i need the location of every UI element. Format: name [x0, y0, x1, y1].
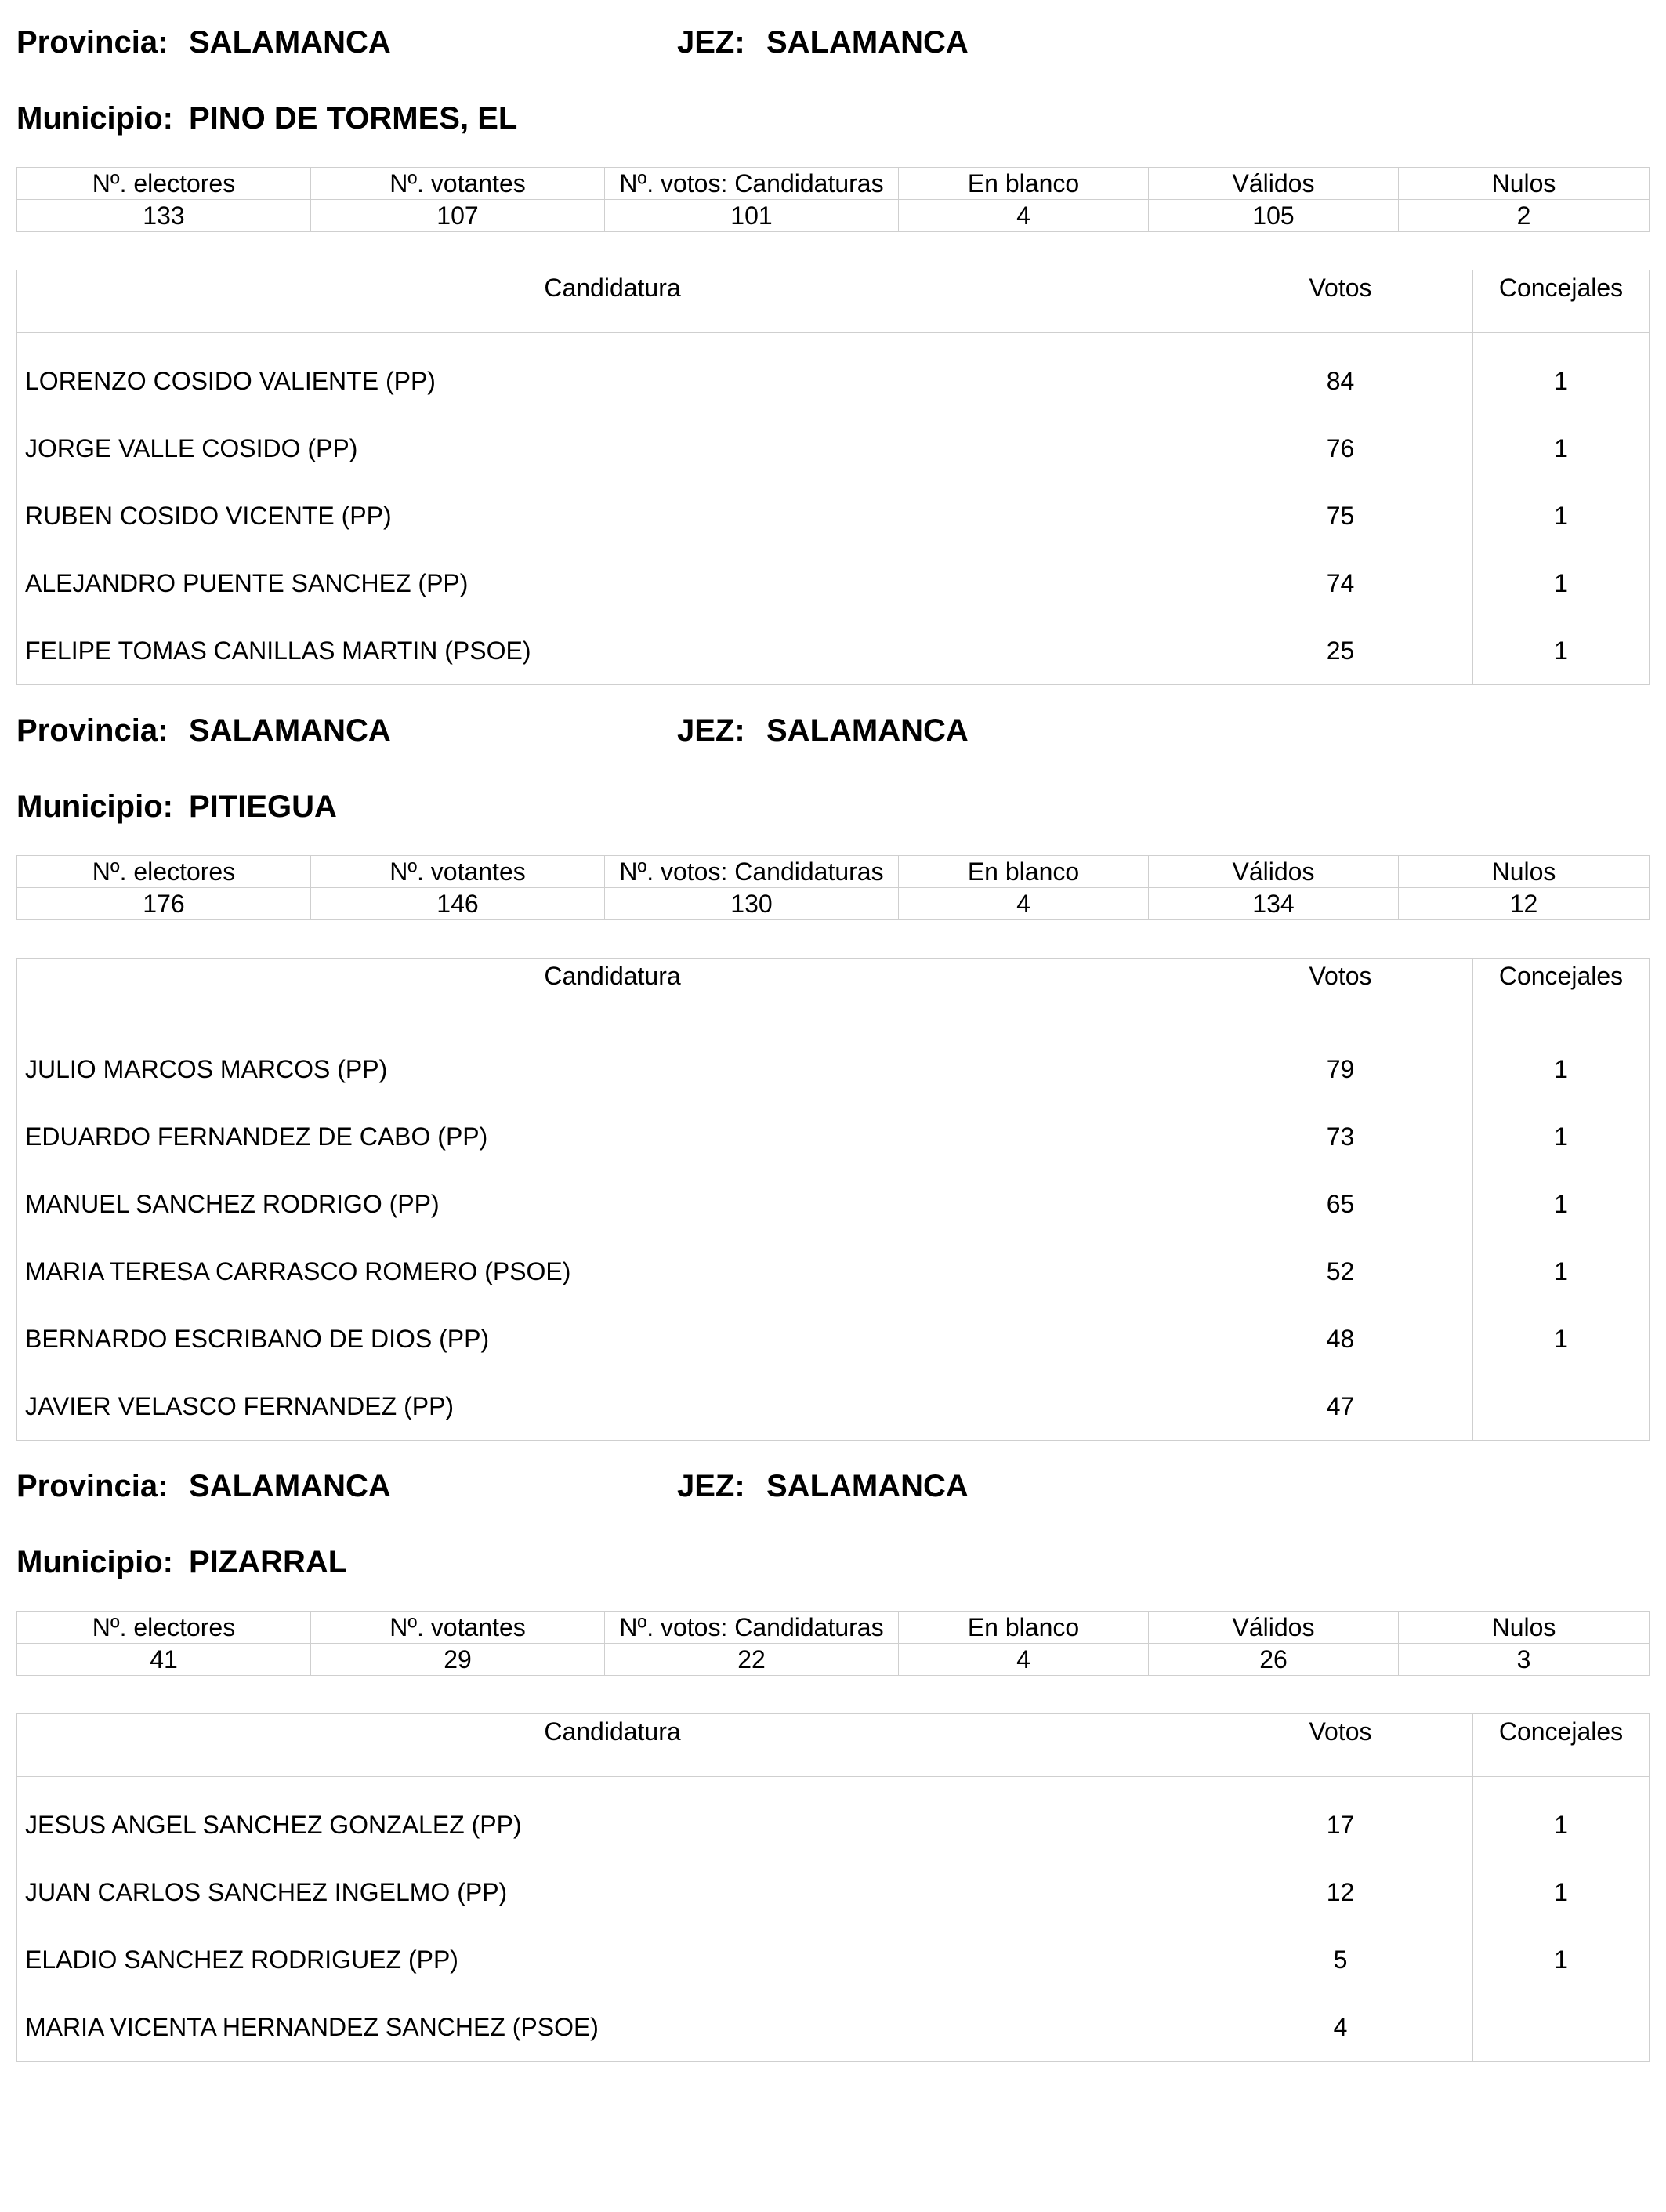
provincia-label: Provincia: [16, 25, 168, 60]
candidate-row [17, 617, 1650, 685]
header-electores: Nº. electores [17, 168, 311, 200]
candidate-concejales: 1 [1473, 549, 1650, 617]
candidate-concejales [1473, 1993, 1650, 2062]
candidate-votes: 75 [1208, 482, 1473, 549]
value-votos-candidaturas: 130 [605, 888, 899, 920]
candidate-row [17, 1993, 1650, 2062]
candidate-name: ELADIO SANCHEZ RODRIGUEZ (PP) [17, 1926, 1208, 1993]
stats-header-row [17, 1612, 1650, 1644]
municipio-label: Municipio: [16, 1545, 173, 1579]
value-en-blanco: 4 [899, 1644, 1149, 1676]
provincia-value: SALAMANCA [189, 1469, 391, 1503]
candidate-name: BERNARDO ESCRIBANO DE DIOS (PP) [17, 1305, 1208, 1373]
value-validos: 105 [1149, 200, 1399, 232]
candidate-row [17, 1170, 1650, 1238]
header-en-blanco: En blanco [899, 168, 1149, 200]
candidate-row [17, 1777, 1650, 1858]
candidate-row [17, 1021, 1650, 1103]
candidate-concejales: 1 [1473, 333, 1650, 415]
value-votos-candidaturas: 22 [605, 1644, 899, 1676]
header-votos-candidaturas: Nº. votos: Candidaturas [605, 1612, 899, 1644]
candidate-concejales: 1 [1473, 482, 1650, 549]
header-validos: Válidos [1149, 168, 1399, 200]
candidate-row [17, 333, 1650, 415]
header-votos: Votos [1208, 959, 1473, 1021]
value-validos: 26 [1149, 1644, 1399, 1676]
header-candidatura: Candidatura [17, 1714, 1208, 1777]
candidate-name: JUAN CARLOS SANCHEZ INGELMO (PP) [17, 1858, 1208, 1926]
header-nulos: Nulos [1399, 1612, 1650, 1644]
provincia-label: Provincia: [16, 1469, 168, 1503]
candidate-concejales: 1 [1473, 415, 1650, 482]
candidate-votes: 17 [1208, 1777, 1473, 1858]
candidate-concejales: 1 [1473, 1305, 1650, 1373]
header-concejales: Concejales [1473, 959, 1650, 1021]
header-en-blanco: En blanco [899, 1612, 1149, 1644]
candidate-votes: 84 [1208, 333, 1473, 415]
jez-value: SALAMANCA [766, 1469, 969, 1503]
stats-header-row [17, 168, 1650, 200]
value-electores: 176 [17, 888, 311, 920]
header-concejales: Concejales [1473, 270, 1650, 333]
stats-value-row [17, 200, 1650, 232]
header-votantes: Nº. votantes [311, 1612, 605, 1644]
value-electores: 41 [17, 1644, 311, 1676]
provincia-label: Provincia: [16, 713, 168, 748]
municipality-section [0, 0, 1666, 768]
jez-label: JEZ: [677, 713, 745, 748]
candidates-header-row [17, 959, 1650, 1021]
candidate-votes: 5 [1208, 1926, 1473, 1993]
candidate-name: JORGE VALLE COSIDO (PP) [17, 415, 1208, 482]
value-en-blanco: 4 [899, 888, 1149, 920]
candidate-concejales: 1 [1473, 1777, 1650, 1858]
candidate-name: MARIA TERESA CARRASCO ROMERO (PSOE) [17, 1238, 1208, 1305]
header-nulos: Nulos [1399, 856, 1650, 888]
municipio-label: Municipio: [16, 789, 173, 824]
candidate-row [17, 415, 1650, 482]
candidate-name: RUBEN COSIDO VICENTE (PP) [17, 482, 1208, 549]
jez-label: JEZ: [677, 1469, 745, 1503]
candidate-concejales [1473, 1373, 1650, 1441]
candidate-row [17, 1238, 1650, 1305]
stats-table [16, 167, 1650, 232]
candidate-concejales: 1 [1473, 1021, 1650, 1103]
value-en-blanco: 4 [899, 200, 1149, 232]
jez-value: SALAMANCA [766, 713, 969, 748]
header-nulos: Nulos [1399, 168, 1650, 200]
jez-value: SALAMANCA [766, 25, 969, 60]
candidate-concejales: 1 [1473, 1858, 1650, 1926]
provincia-value: SALAMANCA [189, 25, 391, 60]
header-candidatura: Candidatura [17, 959, 1208, 1021]
candidate-votes: 12 [1208, 1858, 1473, 1926]
municipio-value: PITIEGUA [189, 789, 337, 824]
candidate-row [17, 1373, 1650, 1441]
value-validos: 134 [1149, 888, 1399, 920]
candidate-name: MANUEL SANCHEZ RODRIGO (PP) [17, 1170, 1208, 1238]
candidate-name: JULIO MARCOS MARCOS (PP) [17, 1021, 1208, 1103]
value-votantes: 146 [311, 888, 605, 920]
candidate-votes: 47 [1208, 1373, 1473, 1441]
header-concejales: Concejales [1473, 1714, 1650, 1777]
header-votos-candidaturas: Nº. votos: Candidaturas [605, 168, 899, 200]
municipality-section [0, 1444, 1666, 2212]
candidates-table [16, 1713, 1650, 2062]
stats-table [16, 1611, 1650, 1676]
provincia-value: SALAMANCA [189, 713, 391, 748]
candidate-name: JAVIER VELASCO FERNANDEZ (PP) [17, 1373, 1208, 1441]
candidate-row [17, 549, 1650, 617]
candidate-votes: 79 [1208, 1021, 1473, 1103]
stats-value-row [17, 888, 1650, 920]
candidate-row [17, 1926, 1650, 1993]
municipio-value: PINO DE TORMES, EL [189, 101, 518, 136]
header-votantes: Nº. votantes [311, 168, 605, 200]
header-en-blanco: En blanco [899, 856, 1149, 888]
jez-label: JEZ: [677, 25, 745, 60]
stats-header-row [17, 856, 1650, 888]
value-nulos: 3 [1399, 1644, 1650, 1676]
candidate-name: MARIA VICENTA HERNANDEZ SANCHEZ (PSOE) [17, 1993, 1208, 2062]
candidate-row [17, 482, 1650, 549]
candidate-concejales: 1 [1473, 617, 1650, 685]
candidate-concejales: 1 [1473, 1170, 1650, 1238]
candidate-votes: 48 [1208, 1305, 1473, 1373]
header-validos: Válidos [1149, 856, 1399, 888]
stats-table [16, 855, 1650, 920]
candidate-votes: 52 [1208, 1238, 1473, 1305]
municipio-value: PIZARRAL [189, 1545, 348, 1579]
candidate-concejales: 1 [1473, 1238, 1650, 1305]
candidate-votes: 74 [1208, 549, 1473, 617]
candidates-header-row [17, 1714, 1650, 1777]
stats-value-row [17, 1644, 1650, 1676]
header-candidatura: Candidatura [17, 270, 1208, 333]
header-electores: Nº. electores [17, 1612, 311, 1644]
candidate-name: EDUARDO FERNANDEZ DE CABO (PP) [17, 1103, 1208, 1170]
candidate-votes: 65 [1208, 1170, 1473, 1238]
header-votantes: Nº. votantes [311, 856, 605, 888]
header-votos-candidaturas: Nº. votos: Candidaturas [605, 856, 899, 888]
value-nulos: 12 [1399, 888, 1650, 920]
candidate-name: JESUS ANGEL SANCHEZ GONZALEZ (PP) [17, 1777, 1208, 1858]
candidate-votes: 25 [1208, 617, 1473, 685]
header-votos: Votos [1208, 1714, 1473, 1777]
value-votos-candidaturas: 101 [605, 200, 899, 232]
header-electores: Nº. electores [17, 856, 311, 888]
candidate-row [17, 1858, 1650, 1926]
candidate-name: FELIPE TOMAS CANILLAS MARTIN (PSOE) [17, 617, 1208, 685]
candidate-name: LORENZO COSIDO VALIENTE (PP) [17, 333, 1208, 415]
value-votantes: 107 [311, 200, 605, 232]
candidate-name: ALEJANDRO PUENTE SANCHEZ (PP) [17, 549, 1208, 617]
municipality-section [0, 688, 1666, 1456]
candidates-table [16, 958, 1650, 1441]
header-votos: Votos [1208, 270, 1473, 333]
candidate-row [17, 1305, 1650, 1373]
candidate-votes: 73 [1208, 1103, 1473, 1170]
municipio-label: Municipio: [16, 101, 173, 136]
value-nulos: 2 [1399, 200, 1650, 232]
value-votantes: 29 [311, 1644, 605, 1676]
candidate-row [17, 1103, 1650, 1170]
candidates-header-row [17, 270, 1650, 333]
candidate-votes: 76 [1208, 415, 1473, 482]
candidate-votes: 4 [1208, 1993, 1473, 2062]
candidates-table [16, 270, 1650, 685]
candidate-concejales: 1 [1473, 1103, 1650, 1170]
candidate-concejales: 1 [1473, 1926, 1650, 1993]
header-validos: Válidos [1149, 1612, 1399, 1644]
value-electores: 133 [17, 200, 311, 232]
